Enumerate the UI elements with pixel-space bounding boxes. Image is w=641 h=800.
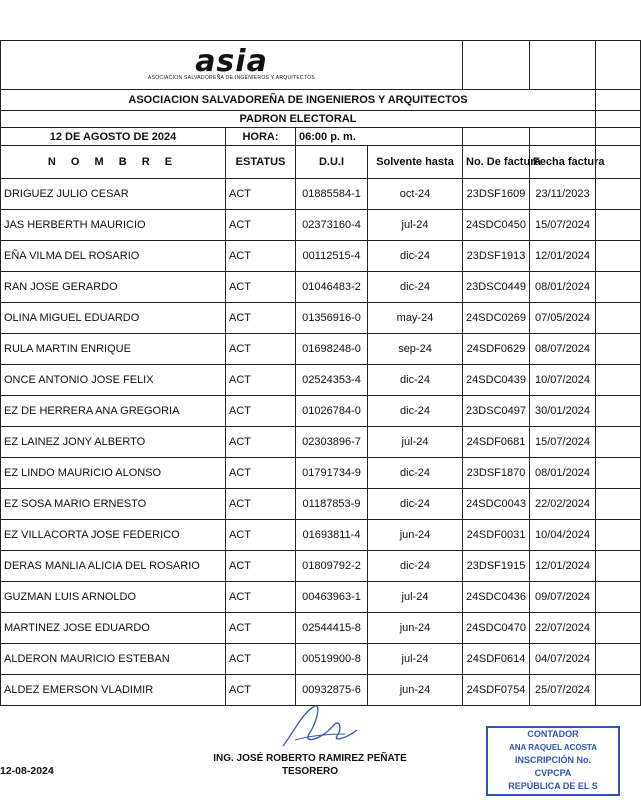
stamp-line4: CVPCPA xyxy=(534,768,572,778)
row-factura: 23DSF1870 xyxy=(463,458,530,489)
row-nombre: ALDERON MAURICIO ESTEBAN xyxy=(1,644,226,675)
table-row xyxy=(1,365,641,396)
hora-label: HORA: xyxy=(226,128,296,146)
row-extra-cell xyxy=(596,241,641,272)
row-nombre: OLINA MIGUEL EDUARDO xyxy=(1,303,226,334)
row-factura: 24SDC0450 xyxy=(463,210,530,241)
table-row xyxy=(1,210,641,241)
table-row xyxy=(1,613,641,644)
row-solvente: dic-24 xyxy=(368,241,463,272)
row-solvente: jun-24 xyxy=(368,520,463,551)
row-dui: 02544415-8 xyxy=(296,613,368,644)
row-dui: 00112515-4 xyxy=(296,241,368,272)
row-estatus: ACT xyxy=(226,210,296,241)
row-fecha: 23/11/2023 xyxy=(530,179,596,210)
header-nombre: N O M B R E xyxy=(1,146,226,179)
row-dui: 01791734-9 xyxy=(296,458,368,489)
row-solvente: jul-24 xyxy=(368,427,463,458)
row-solvente: dic-24 xyxy=(368,551,463,582)
row-estatus: ACT xyxy=(226,551,296,582)
row-extra-cell xyxy=(596,644,641,675)
table-row xyxy=(1,551,641,582)
row-factura: 24SDC0436 xyxy=(463,582,530,613)
row-nombre: RULA MARTIN ENRIQUE xyxy=(1,334,226,365)
row-extra-cell xyxy=(596,675,641,706)
row-extra-cell xyxy=(596,520,641,551)
row-solvente: dic-24 xyxy=(368,458,463,489)
table-row xyxy=(1,272,641,303)
header-factura: No. De factura xyxy=(463,146,530,179)
row-nombre: EZ VILLACORTA JOSE FEDERICO xyxy=(1,520,226,551)
row-estatus: ACT xyxy=(226,613,296,644)
row-nombre: RAN JOSE GERARDO xyxy=(1,272,226,303)
stamp-line1: CONTADOR xyxy=(527,729,579,739)
row-solvente: jul-24 xyxy=(368,582,463,613)
row-nombre: EÑA VILMA DEL ROSARIO xyxy=(1,241,226,272)
row-factura: 23DSF1913 xyxy=(463,241,530,272)
row-dui: 02373160-4 xyxy=(296,210,368,241)
row-estatus: ACT xyxy=(226,179,296,210)
row-dui: 00932875-6 xyxy=(296,675,368,706)
row-estatus: ACT xyxy=(226,334,296,365)
row-nombre: DRIGUEZ JULIO CESAR xyxy=(1,179,226,210)
row-factura: 24SDF0031 xyxy=(463,520,530,551)
row-extra-cell xyxy=(596,210,641,241)
row-factura: 23DSC0497 xyxy=(463,396,530,427)
table-row xyxy=(1,489,641,520)
row-solvente: jul-24 xyxy=(368,644,463,675)
row-dui: 01187853-9 xyxy=(296,489,368,520)
row-dui: 01046483-2 xyxy=(296,272,368,303)
row-extra-cell xyxy=(596,365,641,396)
document-title: ASOCIACION SALVADOREÑA DE INGENIEROS Y ARQUITECTOS xyxy=(1,90,596,111)
row-extra-cell xyxy=(596,613,641,644)
row-extra-cell xyxy=(596,303,641,334)
table-row xyxy=(1,179,641,210)
table-row xyxy=(1,396,641,427)
logo-subtitle: ASOCIACION SALVADOREÑA DE INGENIEROS Y ARQUITECTOS xyxy=(147,75,316,81)
row-extra-cell xyxy=(596,551,641,582)
header-solvente: Solvente hasta xyxy=(368,146,463,179)
row-factura: 24SDF0629 xyxy=(463,334,530,365)
table-row xyxy=(1,303,641,334)
row-fecha: 08/07/2024 xyxy=(530,334,596,365)
signer-role: TESORERO xyxy=(281,766,339,777)
signer-block xyxy=(205,752,415,778)
row-fecha: 30/01/2024 xyxy=(530,396,596,427)
logo-word: asia xyxy=(195,44,268,79)
row-fecha: 22/02/2024 xyxy=(530,489,596,520)
row-estatus: ACT xyxy=(226,427,296,458)
row-factura: 23DSC0449 xyxy=(463,272,530,303)
hora-value: 06:00 p. m. xyxy=(296,128,463,146)
row-dui: 01809792-2 xyxy=(296,551,368,582)
row-fecha: 22/07/2024 xyxy=(530,613,596,644)
row-factura: 24SDC0470 xyxy=(463,613,530,644)
header-fecha: Fecha factura xyxy=(530,146,596,179)
row-nombre: GUZMAN LUIS ARNOLDO xyxy=(1,582,226,613)
row-extra-cell xyxy=(596,458,641,489)
row-extra-cell xyxy=(596,272,641,303)
row-estatus: ACT xyxy=(226,582,296,613)
row-factura: 24SDF0681 xyxy=(463,427,530,458)
table-row xyxy=(1,458,641,489)
row-factura: 24SDC0439 xyxy=(463,365,530,396)
row-estatus: ACT xyxy=(226,272,296,303)
logo xyxy=(1,41,463,90)
row-factura: 24SDF0614 xyxy=(463,644,530,675)
row-estatus: ACT xyxy=(226,644,296,675)
stamp-line2: ANA RAQUEL ACOSTA xyxy=(509,743,597,752)
row-extra-cell xyxy=(596,427,641,458)
row-dui: 02303896-7 xyxy=(296,427,368,458)
row-fecha: 04/07/2024 xyxy=(530,644,596,675)
row-estatus: ACT xyxy=(226,458,296,489)
row-fecha: 08/01/2024 xyxy=(530,458,596,489)
stamp-line5: REPÚBLICA DE EL S xyxy=(508,781,598,791)
stamp-line3: INSCRIPCIÓN No. xyxy=(514,755,591,765)
row-fecha: 12/01/2024 xyxy=(530,241,596,272)
row-solvente: may-24 xyxy=(368,303,463,334)
row-nombre: JAS HERBERTH MAURICIO xyxy=(1,210,226,241)
row-fecha: 25/07/2024 xyxy=(530,675,596,706)
row-nombre: EZ LINDO MAURICIO ALONSO xyxy=(1,458,226,489)
row-fecha: 12/01/2024 xyxy=(530,551,596,582)
row-dui: 00519900-8 xyxy=(296,644,368,675)
table-row xyxy=(1,644,641,675)
row-extra-cell xyxy=(596,396,641,427)
row-factura: 23DSF1609 xyxy=(463,179,530,210)
row-nombre: ONCE ANTONIO JOSE FELIX xyxy=(1,365,226,396)
row-solvente: dic-24 xyxy=(368,272,463,303)
row-dui: 02524353-4 xyxy=(296,365,368,396)
row-fecha: 09/07/2024 xyxy=(530,582,596,613)
row-dui: 01356916-0 xyxy=(296,303,368,334)
row-solvente: jun-24 xyxy=(368,675,463,706)
row-solvente: jul-24 xyxy=(368,210,463,241)
row-nombre: DERAS MANLIA ALICIA DEL ROSARIO xyxy=(1,551,226,582)
signer-name: ING. JOSÉ ROBERTO RAMIREZ PEÑATE xyxy=(213,753,407,764)
row-solvente: dic-24 xyxy=(368,365,463,396)
row-extra-cell xyxy=(596,489,641,520)
table-row xyxy=(1,241,641,272)
row-factura: 23DSF1915 xyxy=(463,551,530,582)
row-nombre: EZ SOSA MARIO ERNESTO xyxy=(1,489,226,520)
row-extra-cell xyxy=(596,179,641,210)
table-row xyxy=(1,582,641,613)
table-row xyxy=(1,427,641,458)
row-nombre: ALDEZ EMERSON VLADIMIR xyxy=(1,675,226,706)
row-factura: 24SDC0269 xyxy=(463,303,530,334)
row-estatus: ACT xyxy=(226,520,296,551)
accountant-stamp xyxy=(486,726,620,796)
table-row xyxy=(1,520,641,551)
row-nombre: EZ LAINEZ JONY ALBERTO xyxy=(1,427,226,458)
election-date: 12 DE AGOSTO DE 2024 xyxy=(1,128,226,146)
row-dui: 01885584-1 xyxy=(296,179,368,210)
row-estatus: ACT xyxy=(226,365,296,396)
row-factura: 24SDF0754 xyxy=(463,675,530,706)
row-solvente: dic-24 xyxy=(368,396,463,427)
row-fecha: 07/05/2024 xyxy=(530,303,596,334)
row-extra-cell xyxy=(596,334,641,365)
row-nombre: EZ DE HERRERA ANA GREGORIA xyxy=(1,396,226,427)
table-row xyxy=(1,334,641,365)
document-subtitle: PADRON ELECTORAL xyxy=(1,111,596,128)
row-fecha: 08/01/2024 xyxy=(530,272,596,303)
row-solvente: oct-24 xyxy=(368,179,463,210)
header-estatus: ESTATUS xyxy=(226,146,296,179)
padron-table xyxy=(0,40,641,706)
row-dui: 01693811-4 xyxy=(296,520,368,551)
row-estatus: ACT xyxy=(226,489,296,520)
row-estatus: ACT xyxy=(226,396,296,427)
row-extra-cell xyxy=(596,582,641,613)
row-estatus: ACT xyxy=(226,675,296,706)
row-solvente: sep-24 xyxy=(368,334,463,365)
row-solvente: dic-24 xyxy=(368,489,463,520)
footer-date: 12-08-2024 xyxy=(0,765,54,777)
row-dui: 01026784-0 xyxy=(296,396,368,427)
row-dui: 01698248-0 xyxy=(296,334,368,365)
row-fecha: 10/07/2024 xyxy=(530,365,596,396)
row-solvente: jun-24 xyxy=(368,613,463,644)
header-dui: D.U.I xyxy=(296,146,368,179)
row-estatus: ACT xyxy=(226,241,296,272)
signature-scribble xyxy=(275,700,365,752)
row-estatus: ACT xyxy=(226,303,296,334)
row-nombre: MARTINEZ JOSE EDUARDO xyxy=(1,613,226,644)
row-factura: 24SDC0043 xyxy=(463,489,530,520)
row-fecha: 15/07/2024 xyxy=(530,210,596,241)
row-fecha: 15/07/2024 xyxy=(530,427,596,458)
row-fecha: 10/04/2024 xyxy=(530,520,596,551)
row-dui: 00463963-1 xyxy=(296,582,368,613)
